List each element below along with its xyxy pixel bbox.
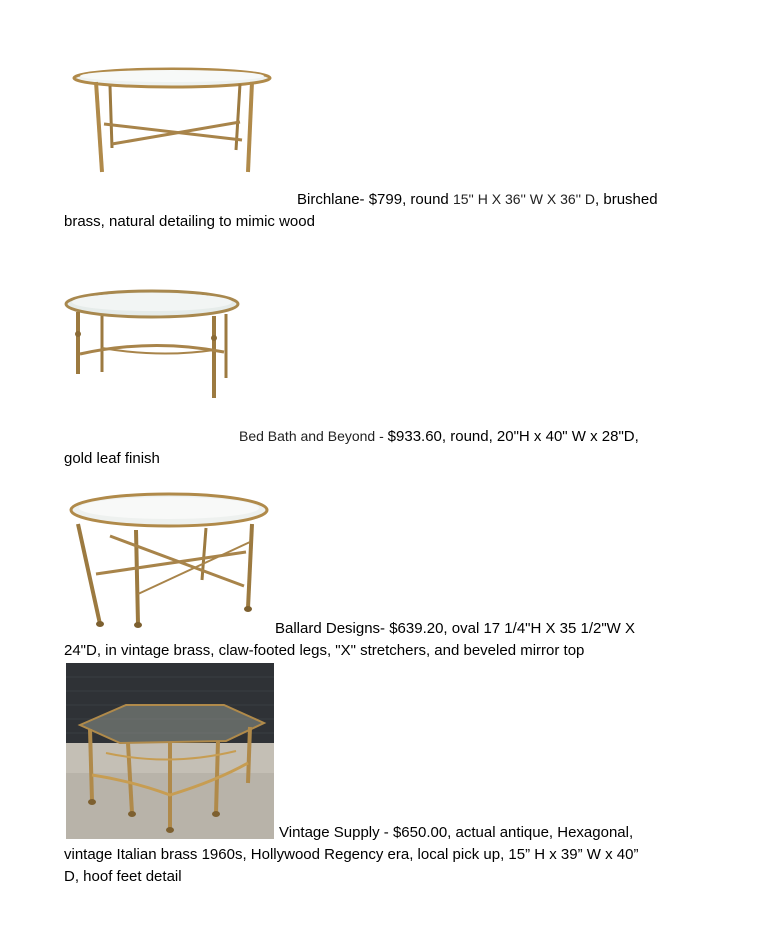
product-description-birchlane <box>64 188 704 233</box>
bbb-price-dimensions: $933.60, round, 20"H x 40" W x 28"D, <box>387 428 639 445</box>
product-description-bed-bath-beyond <box>64 425 704 470</box>
ballard-name-price-dimensions: Ballard Designs- $639.20, oval 17 1/4"H X 35 1/2"W X <box>275 620 636 637</box>
birchlane-dimensions: 15'' H X 36'' W X 36'' D <box>452 191 596 207</box>
product-image-bed-bath-beyond <box>64 286 240 410</box>
product-image-ballard <box>66 490 272 630</box>
product-description-vintage-supply <box>64 822 704 888</box>
vintage-feet-detail: D, hoof feet detail <box>64 868 182 885</box>
bbb-finish: gold leaf finish <box>64 450 160 467</box>
birchlane-details: brass, natural detailing to mimic wood <box>64 213 315 230</box>
product-image-vintage-supply <box>66 663 274 839</box>
vintage-details: vintage Italian brass 1960s, Hollywood Regency era, local pick up, 15” H x 39” W x 40” <box>64 846 639 863</box>
ballard-details: 24"D, in vintage brass, claw-footed legs, "X" stretchers, and beveled mirror top <box>64 642 585 659</box>
product-image-birchlane <box>68 62 280 176</box>
vintage-name-price: Vintage Supply - $650.00, actual antique, Hexagonal, <box>279 824 634 841</box>
birchlane-name-price: Birchlane- $799, round <box>297 191 453 208</box>
product-description-ballard <box>64 618 704 662</box>
bbb-name: Bed Bath and Beyond - <box>239 428 388 444</box>
birchlane-finish-start: , brushed <box>595 191 658 208</box>
